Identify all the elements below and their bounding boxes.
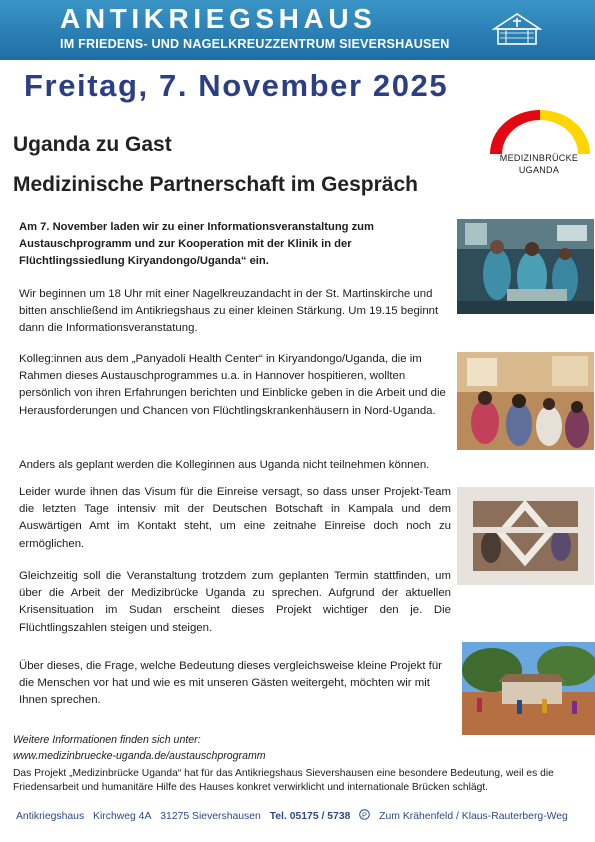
footer-city: 31275 Sievershausen [160, 811, 261, 822]
paragraph-cancellation: Anders als geplant werden die Kolleginnen aus Uganda nicht teilnehmen können. [19, 459, 430, 471]
footer-address [16, 809, 574, 824]
photo-operating-room [457, 219, 594, 314]
more-info-link[interactable]: www.medizinbruecke-uganda.de/austauschprogramm [13, 750, 266, 762]
more-info-label: Weitere Informationen finden sich unter: [13, 734, 201, 746]
subheadline: Medizinische Partnerschaft im Gespräch [13, 173, 418, 196]
org-title: ANTIKRIEGSHAUS [60, 3, 377, 34]
photo-ward-window [457, 487, 594, 585]
closing-statement: Das Projekt „Medizinbrücke Uganda“ hat für das Antikriegshaus Sievershausen eine besondere Bedeutung, weil es die Friedensarbeit und humanitäre Hilfe des Hauses konkret verwirklicht und internationale Brücken schlägt. [13, 768, 554, 794]
footer-phone[interactable]: Tel. 05175 / 5738 [269, 811, 351, 822]
bridge-arch-icon [484, 106, 594, 154]
footer-street: Kirchweg 4A [93, 811, 152, 822]
photo-health-center-exterior [462, 642, 595, 735]
partner-logo-text: MEDIZINBRÜCKE UGANDA [499, 153, 579, 175]
intro-paragraph: Am 7. November laden wir zu einer Informationsveranstaltung zum Austauschprogramm und zur Kooperation mit der Klinik in der Flüchtlingssiedlung Kiryandongo/Uganda“ ein. [19, 221, 374, 268]
medizinbruecke-logo [484, 106, 594, 175]
footer-org: Antikriegshaus [16, 811, 85, 822]
paragraph-schedule: Wir beginnen um 18 Uhr mit einer Nagelkreuzandacht in der St. Martinskirche und bitten anschließend im Antikriegshaus zu einer kleinen Stärkung. Um 19.15 beginnt dann die Informationsveranstatung. [19, 288, 439, 335]
event-date: Freitag, 7. November 2025 [24, 68, 449, 103]
svg-text:P: P [362, 810, 368, 820]
photo-hospital-visit [457, 352, 594, 450]
paragraph-event-continues: Gleichzeitig soll die Veranstaltung trotzdem zum geplanten Termin stattfinden, um über die Arbeit der Medizibrücke Uganda zu sprechen. Aufgrund der aktuellen Krisensituation im Sudan erscheint dieses Projekt wichtiger den je. Die Flüchtlingszahlen steigen und steigen. [19, 570, 451, 634]
footer-parking: Zum Krähenfeld / Klaus-Rauterberg-Weg [379, 811, 568, 822]
parking-sign-icon [359, 811, 373, 822]
org-subtitle: IM FRIEDENS- UND NAGELKREUZZENTRUM SIEVERSHAUSEN [60, 37, 450, 51]
paragraph-guests: Kolleg:innen aus dem „Panyadoli Health Center“ in Kiryandongo/Uganda, die im Rahmen dieses Austauschprogrammes u.a. in Hannover hospitieren, wollten persönlich von ihren Erfahrungen berichten und Einblicke geben in die Arbeit und die Herausforderungen und Chancen von Flüchtlingskrankenhäusern in Nord-Uganda. [19, 353, 446, 417]
headline: Uganda zu Gast [13, 133, 172, 156]
house-cross-logo-icon [492, 12, 542, 46]
header-banner [0, 0, 595, 60]
paragraph-discussion: Über dieses, die Frage, welche Bedeutung dieses vergleichsweise kleine Projekt für die Menschen vor hat und wie es mit unseren Gästen weitergeht, möchten wir mit Ihnen sprechen. [19, 660, 442, 707]
paragraph-visa: Leider wurde ihnen das Visum für die Einreise versagt, so dass unser Projekt-Team die letzten Tage intensiv mit der Deutschen Botschaft in Kampala und dem Auswärtigen Amt im Kontakt steht, um eine zeitnahe Einreise doch noch zu ermöglichen. [19, 486, 451, 550]
